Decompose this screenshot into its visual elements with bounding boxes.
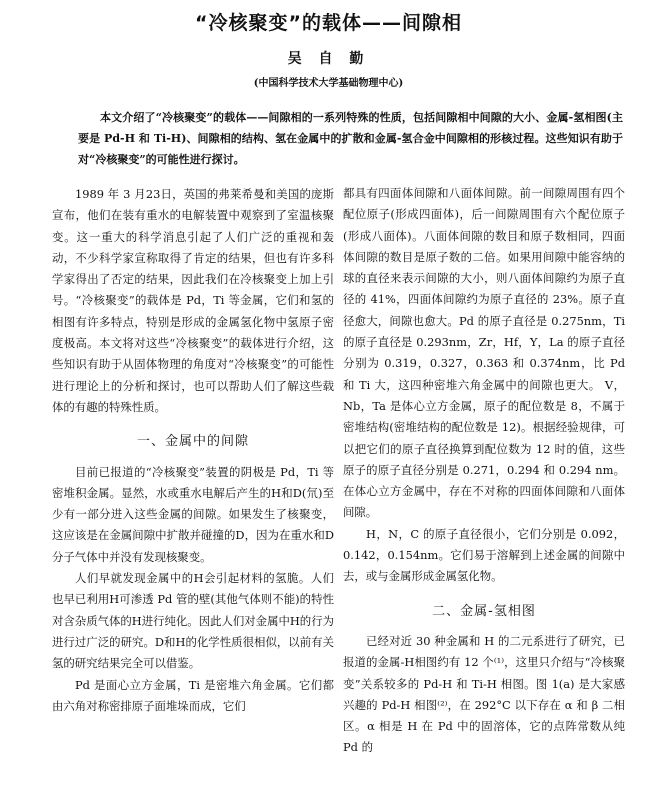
right-paragraph-1: 都具有四面体间隙和八面体间隙。前一间隙周围有四个配位原子(形成四面体)，后一间隙周围有六个配位原子(形成八面体)。八面体间隙的数目和原子数相同，四面体间隙的数目是原子数的二倍。如果用间隙中能容纳的球的直径来表示间隙的大小，则八面体间隙约为原子直径的 41%，四面体间隙约为原子直径的 23%。原子直径愈大，间隙也愈大。Pd 的原子直径是 0.275nm，Ti 的原子直径是 0.293nm，Zr，Hf，Y，La 的原子直径分别为 0.319，0.327，0.363 和 0.374nm，比 Pd 和 Ti 大，这四种密堆六角金属中的间隙也更大。 V，Nb，Ta 是体心立方金属，原子的配位数是 8，不属于密堆结构(密堆结构的配位数是 12)。根据经验规律，可以把它们的原子直径换算到配位数为 12 时的值，这些原子的原子直径分别是 0.271，0.294 和 0.294 nm。在体心立方金属中，存在不对称的四面体间隙和八面体间隙。 — [343, 186, 625, 520]
section-1-heading: 一、金属中的间隙 — [136, 434, 249, 450]
section-2-heading: 二、金属-氢相图 — [432, 603, 536, 619]
section-1-paragraph-3: Pd 是面心立方金属，Ti 是密堆六角金属。它们都由六角对称密排原子面堆垛而成，它们 — [52, 677, 334, 713]
intro-paragraph: 1989 年 3 月23日，英国的弗莱希曼和美国的庞斯宣布，他们在装有重水的电解装置中观察到了室温核聚变。这一重大的科学消息引起了人们广泛的重视和轰动，不少科学家宣称取得了肯定的结果，但也有许多科学家得出了否定的结果，因此我们在冷核聚变上加上引号。“冷核聚变”的载体是 Pd，Ti 等金属，它们和氢的相图有许多特点，特别是形成的金属氢化物中氢原子密度极高。本文将对这些“冷核聚变”的载体进行介绍，这些知识有助于从固体物理的角度对“冷核聚变”的可能性进行理论上的分析和探讨，也可以帮助人们了解这些载体的有趣的特殊性质。 — [52, 187, 334, 414]
section-1-paragraph-2: 人们早就发现金属中的H会引起材料的氢脆。人们也早已利用H可渗透 Pd 管的壁(其他气体则不能)的特性对含杂质气体的H进行纯化。因此人们对金属中H的行为进行过广泛的研究。D和H的化学性质很相似，以前有关氢的研究结果完全可以借鉴。 — [52, 571, 334, 671]
author-affiliation: (中国科学技术大学基础物理中心) — [253, 78, 404, 89]
right-paragraph-3: 已经对近 30 种金属和 H 的二元系进行了研究，已报道的金属-H相图约有 12 个⁽¹⁾，这里只介绍与“冷核聚变”关系较多的 Pd-H 和 Ti-H 相图。图 1(a) 是大家感兴趣的 Pd-H 相图⁽²⁾，在 292°C 以下存在 α 和 β 二相区。α 相是 H 在 Pd 中的固溶体，它的点阵常数从纯 Pd 的 — [343, 633, 625, 755]
author-name: 吴 自 勤 — [287, 51, 370, 67]
section-1-paragraph-1: 目前已报道的“冷核聚变”装置的阴极是 Pd，Ti 等密堆积金属。显然，水或重水电解后产生的H和D(氘)至少有一部分进入这些金属的间隙。如果发生了核聚变，这应该是在金属间隙中扩散并碰撞的D，因为在重水和D分子气体中并没有发现核聚变。 — [52, 464, 334, 564]
right-column — [343, 183, 625, 759]
left-column — [52, 184, 334, 717]
right-paragraph-2: H，N，C 的原子直径很小，它们分别是 0.092，0.142，0.154nm。它们易于溶解到上述金属的间隙中去，或与金属形成金属氢化物。 — [343, 526, 625, 584]
paper-title: “冷核聚变”的载体——间隙相 — [195, 12, 462, 34]
abstract: 本文介绍了“冷核聚变”的载体——间隙相的一系列特殊的性质，包括间隙相中间隙的大小、金属-氢相图(主要是 Pd-H 和 Ti-H)、间隙相的结构、氢在金属中的扩散和金属-氢合金中间隙相的形核过程。这些知识有助于对“冷核聚变”的可能性进行探讨。 — [78, 111, 623, 166]
